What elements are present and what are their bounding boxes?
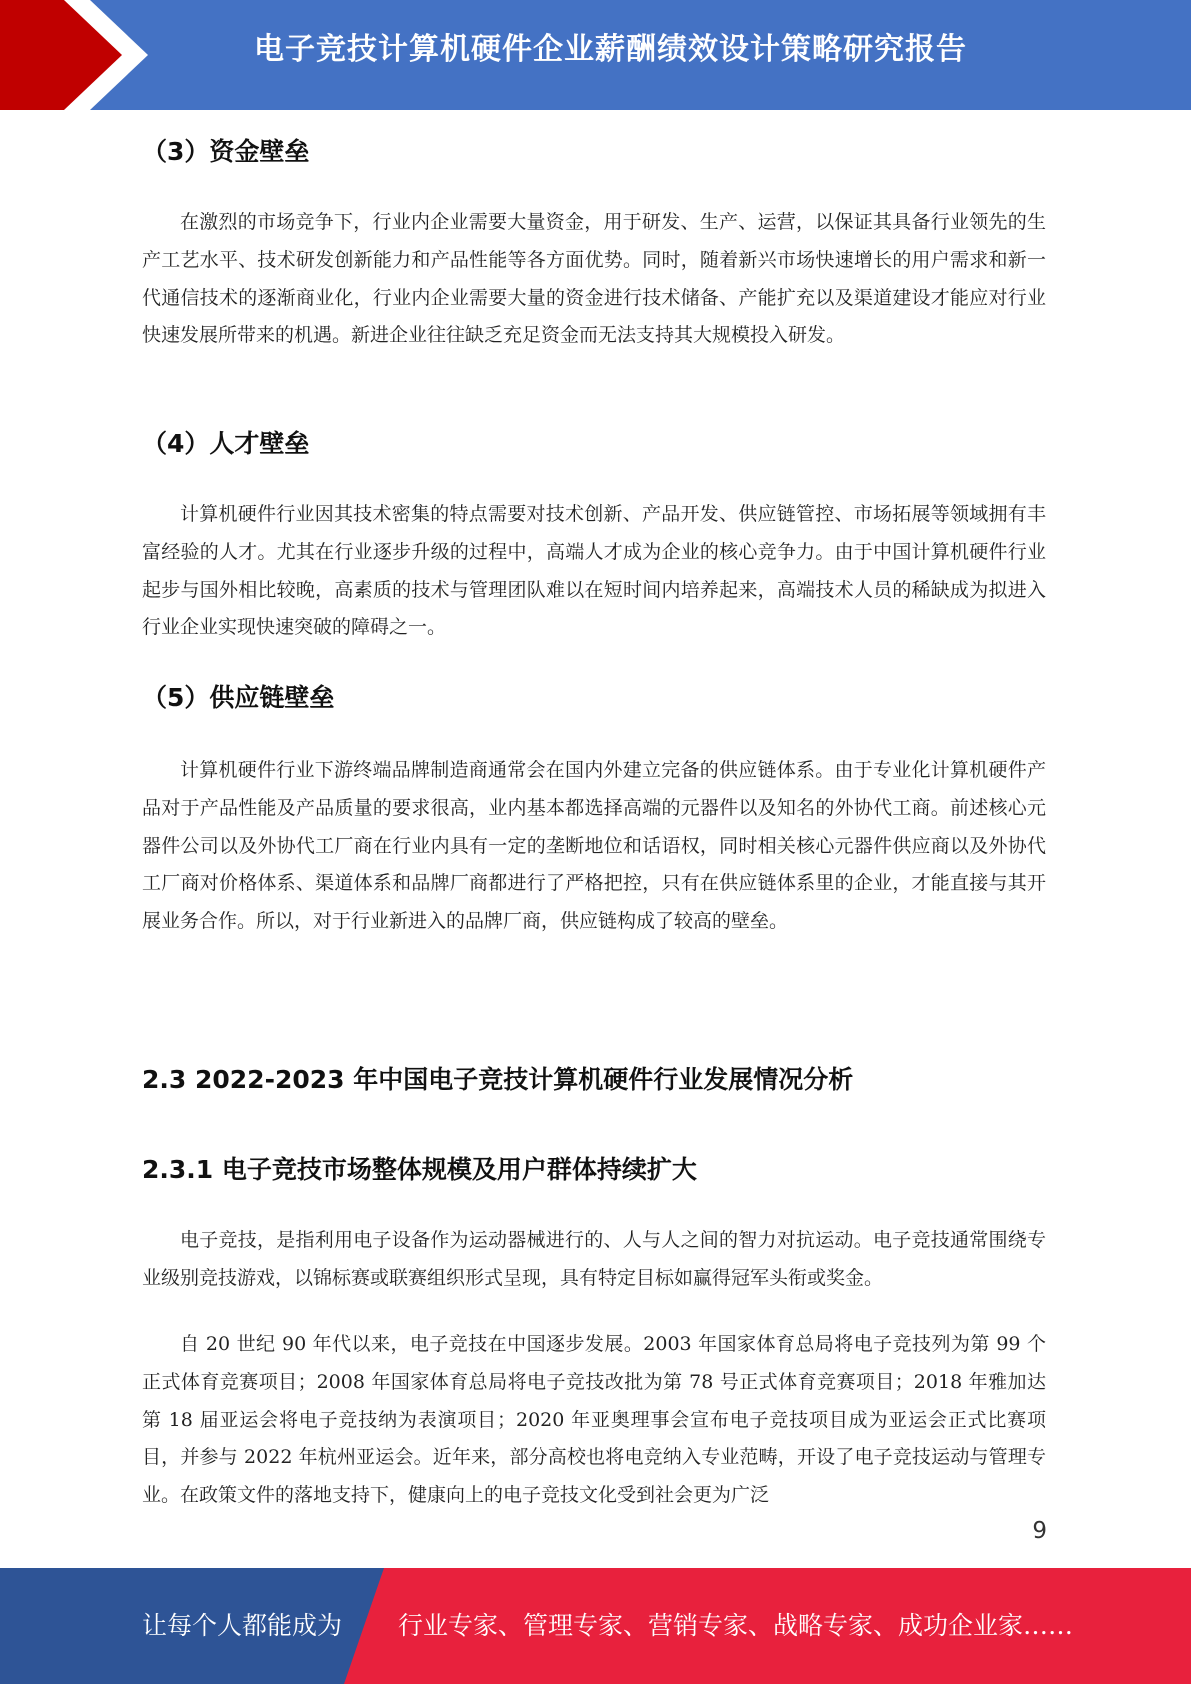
- paragraph-esports-history: 自 20 世纪 90 年代以来，电子竞技在中国逐步发展。2003 年国家体育总局将电子竞技列为第 99 个正式体育竞赛项目；2008 年国家体育总局将电子竞技改批为第 78 号正式体育竞赛项目；2018 年雅加达第 18 届亚运会将电子竞技纳为表演项目；2020 年亚奥理事会宣布电子竞技项目成为亚运会正式比赛项目，并参与 2022 年杭州亚运会。近年来，部分高校也将电竞纳入专业范畴，开设了电子竞技运动与管理专业。在政策文件的落地支持下，健康向上的电子竞技文化受到社会更为广泛: [142, 1333, 1046, 1507]
- paragraph-supply-chain-barrier: 计算机硬件行业下游终端品牌制造商通常会在国内外建立完备的供应链体系。由于专业化计算机硬件产品对于产品性能及产品质量的要求很高，业内基本都选择高端的元器件以及知名的外协代工商。前述核心元器件公司以及外协代工厂商在行业内具有一定的垄断地位和话语权，同时相关核心元器件供应商以及外协代工厂商对价格体系、渠道体系和品牌厂商都进行了严格把控，只有在供应链体系里的企业，才能直接与其开展业务合作。所以，对于行业新进入的品牌厂商，供应链构成了较高的壁垒。: [142, 759, 1046, 933]
- heading-section-2-3-1: 2.3.1 电子竞技市场整体规模及用户群体持续扩大: [142, 1155, 697, 1184]
- paragraph-esports-definition: 电子竞技，是指利用电子设备作为运动器械进行的、人与人之间的智力对抗运动。电子竞技通常围绕专业级别竞技游戏，以锦标赛或联赛组织形式呈现，具有特定目标如赢得冠军头衔或奖金。: [142, 1229, 1046, 1289]
- report-title: 电子竞技计算机硬件企业薪酬绩效设计策略研究报告: [254, 32, 967, 67]
- heading-section-2-3: 2.3 2022-2023 年中国电子竞技计算机硬件行业发展情况分析: [142, 1065, 854, 1094]
- page-header: [0, 0, 1191, 110]
- paragraph-talent-barrier: 计算机硬件行业因其技术密集的特点需要对技术创新、产品开发、供应链管控、市场拓展等领域拥有丰富经验的人才。尤其在行业逐步升级的过程中，高端人才成为企业的核心竞争力。由于中国计算机硬件行业起步与国外相比较晚，高素质的技术与管理团队难以在短时间内培养起来，高端技术人员的稀缺成为拟进入行业企业实现快速突破的障碍之一。: [142, 503, 1046, 639]
- heading-supply-chain-barrier: （5）供应链壁垒: [142, 683, 335, 712]
- heading-capital-barrier: （3）资金壁垒: [142, 137, 310, 166]
- heading-talent-barrier: （4）人才壁垒: [142, 429, 310, 458]
- page-number: 9: [1032, 1518, 1047, 1544]
- header-red-chevron: [0, 0, 160, 110]
- paragraph-capital-barrier: 在激烈的市场竞争下，行业内企业需要大量资金，用于研发、生产、运营，以保证其具备行业领先的生产工艺水平、技术研发创新能力和产品性能等各方面优势。同时，随着新兴市场快速增长的用户需求和新一代通信技术的逐渐商业化，行业内企业需要大量的资金进行技术储备、产能扩充以及渠道建设才能应对行业快速发展所带来的机遇。新进企业往往缺乏充足资金而无法支持其大规模投入研发。: [142, 211, 1046, 347]
- footer-slogan-right: 行业专家、管理专家、营销专家、战略专家、成功企业家……: [398, 1611, 1074, 1640]
- footer-slogan-left: 让每个人都能成为: [142, 1611, 343, 1640]
- page-footer: [0, 1568, 1191, 1684]
